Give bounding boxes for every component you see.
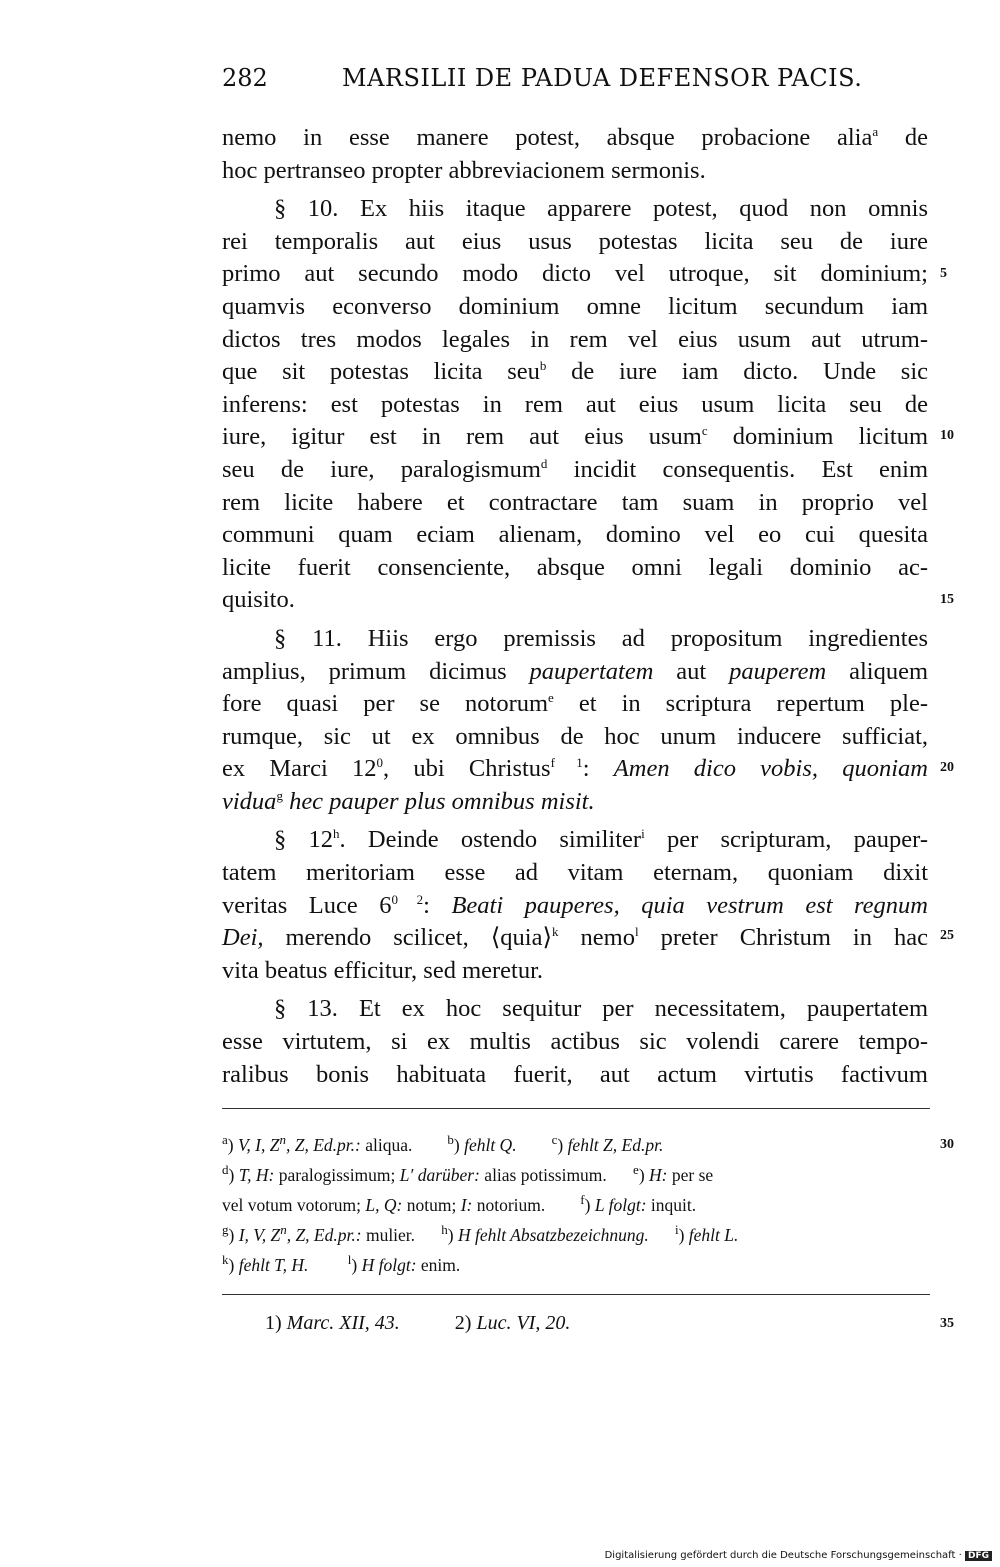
line-number: 10	[940, 428, 954, 443]
text-line: § 12$^h$. Deinde ostendo similiter$^i$ per scripturam, pauper-	[274, 826, 928, 854]
main-text	[222, 122, 928, 1091]
text-line: rei temporalis aut eius usus potestas licita seu de iure	[222, 227, 928, 255]
text-line: nemo in esse manere potest, absque probacione alia$^a$ de	[222, 123, 929, 151]
running-header	[222, 64, 928, 104]
running-title: MARSILII DE PADUA DEFENSOR PACIS.	[342, 64, 863, 92]
text-line: § 13. Et ex hoc sequitur per necessitatem, paupertatem	[274, 995, 928, 1023]
line-number: 15	[940, 592, 954, 607]
text-line: tatem meritoriam esse ad vitam eternam, quoniam dixit	[222, 859, 928, 887]
text-line: quisito.	[222, 586, 295, 614]
text-line: vita beatus efficitur, sed meretur.	[222, 956, 544, 984]
footnote-rule	[222, 1108, 930, 1109]
footnote-line: $^g$) I, V, $Z^n$, Z, Ed.pr.: mulier. $^h$) H fehlt Absatzbezeichnung. $^i$) fehlt L.	[222, 1222, 739, 1245]
text-line: ralibus bonis habituata fuerit, aut actum virtutis factivum	[222, 1060, 928, 1088]
reference: 2) Luc. VI, 20.	[454, 1312, 571, 1334]
text-line: veritas Luce $6^{0 2}$: Beati pauperes, quia vestrum est regnum	[222, 891, 928, 919]
page-number: 282	[222, 64, 268, 92]
text-line: rumque, sic ut ex omnibus de hoc unum inducere sufficiat,	[222, 722, 928, 750]
text-line: fore quasi per se notorum$^e$ et in scriptura repertum ple-	[222, 689, 928, 718]
text-line: quamvis econverso dominium omne licitum secundum iam	[222, 292, 928, 320]
footnote-line: $^d$) T, H: paralogissimum; L′ darüber: alias potissimum. $^e$) H: per se	[222, 1162, 714, 1185]
text-line: Dei, merendo scilicet, ⟨quia⟩$^k$ nemo$^l$ preter Christum in hac	[222, 924, 928, 952]
line-number: 5	[940, 266, 947, 281]
text-line: communi quam eciam alienam, domino vel eo cui quesita	[222, 521, 928, 549]
text-line: vidua$^g$ hec pauper plus omnibus misit.	[222, 787, 595, 815]
text-line: § 11. Hiis ergo premissis ad propositum ingredientes	[274, 624, 928, 652]
source-references	[265, 1312, 625, 1335]
text-line: hoc pertranseo propter abbreviacionem sermonis.	[222, 156, 706, 184]
credit-text: Digitalisierung gefördert durch die Deutsche Forschungsgemeinschaft ·	[604, 1550, 962, 1561]
line-number: 35	[940, 1316, 954, 1331]
text-line: dictos tres modos legales in rem vel eius usum aut utrum-	[222, 325, 928, 353]
critical-apparatus	[222, 1130, 930, 1280]
text-line: amplius, primum dicimus paupertatem aut pauperem aliquem	[222, 657, 928, 685]
text-line: iure, igitur est in rem aut eius usum$^c$ dominium licitum	[222, 423, 928, 451]
text-line: ex Marci $12^0$, ubi Christus$^{f 1}$: Amen dico vobis, quoniam	[222, 755, 928, 783]
reference: 1) Marc. XII, 43.	[265, 1312, 400, 1334]
footnote-line: $^k$) fehlt T, H. $^l$) H folgt: enim.	[222, 1252, 461, 1275]
footnote-line: $^a$) V, I, $Z^n$, Z, Ed.pr.: aliqua. $^b$) fehlt Q. $^c$) fehlt Z, Ed.pr.	[222, 1132, 664, 1155]
text-line: primo aut secundo modo dicto vel utroque, sit dominium;	[222, 260, 928, 288]
text-line: inferens: est potestas in rem aut eius usum licita seu de	[222, 390, 928, 418]
line-number: 30	[940, 1137, 954, 1152]
text-line: rem licite habere et contractare tam suam in proprio vel	[222, 488, 928, 516]
line-number: 25	[940, 928, 954, 943]
text-line: § 10. Ex hiis itaque apparere potest, quod non omnis	[274, 195, 928, 223]
text-line: esse virtutem, si ex multis actibus sic volendi carere tempo-	[222, 1028, 928, 1056]
references-rule	[222, 1294, 930, 1295]
digitization-credit	[605, 1550, 992, 1561]
footnote-line: vel votum votorum; L, Q: notum; I: notorium. $^f$) L folgt: inquit.	[222, 1192, 697, 1215]
text-line: que sit potestas licita seu$^b$ de iure iam dicto. Unde sic	[222, 358, 928, 386]
text-line: licite fuerit consenciente, absque omni legali dominio ac-	[222, 553, 928, 581]
line-number: 20	[940, 760, 954, 775]
dfg-logo: DFG	[965, 1551, 992, 1561]
text-line: seu de iure, paralogismum$^d$ incidit consequentis. Est enim	[222, 455, 928, 483]
